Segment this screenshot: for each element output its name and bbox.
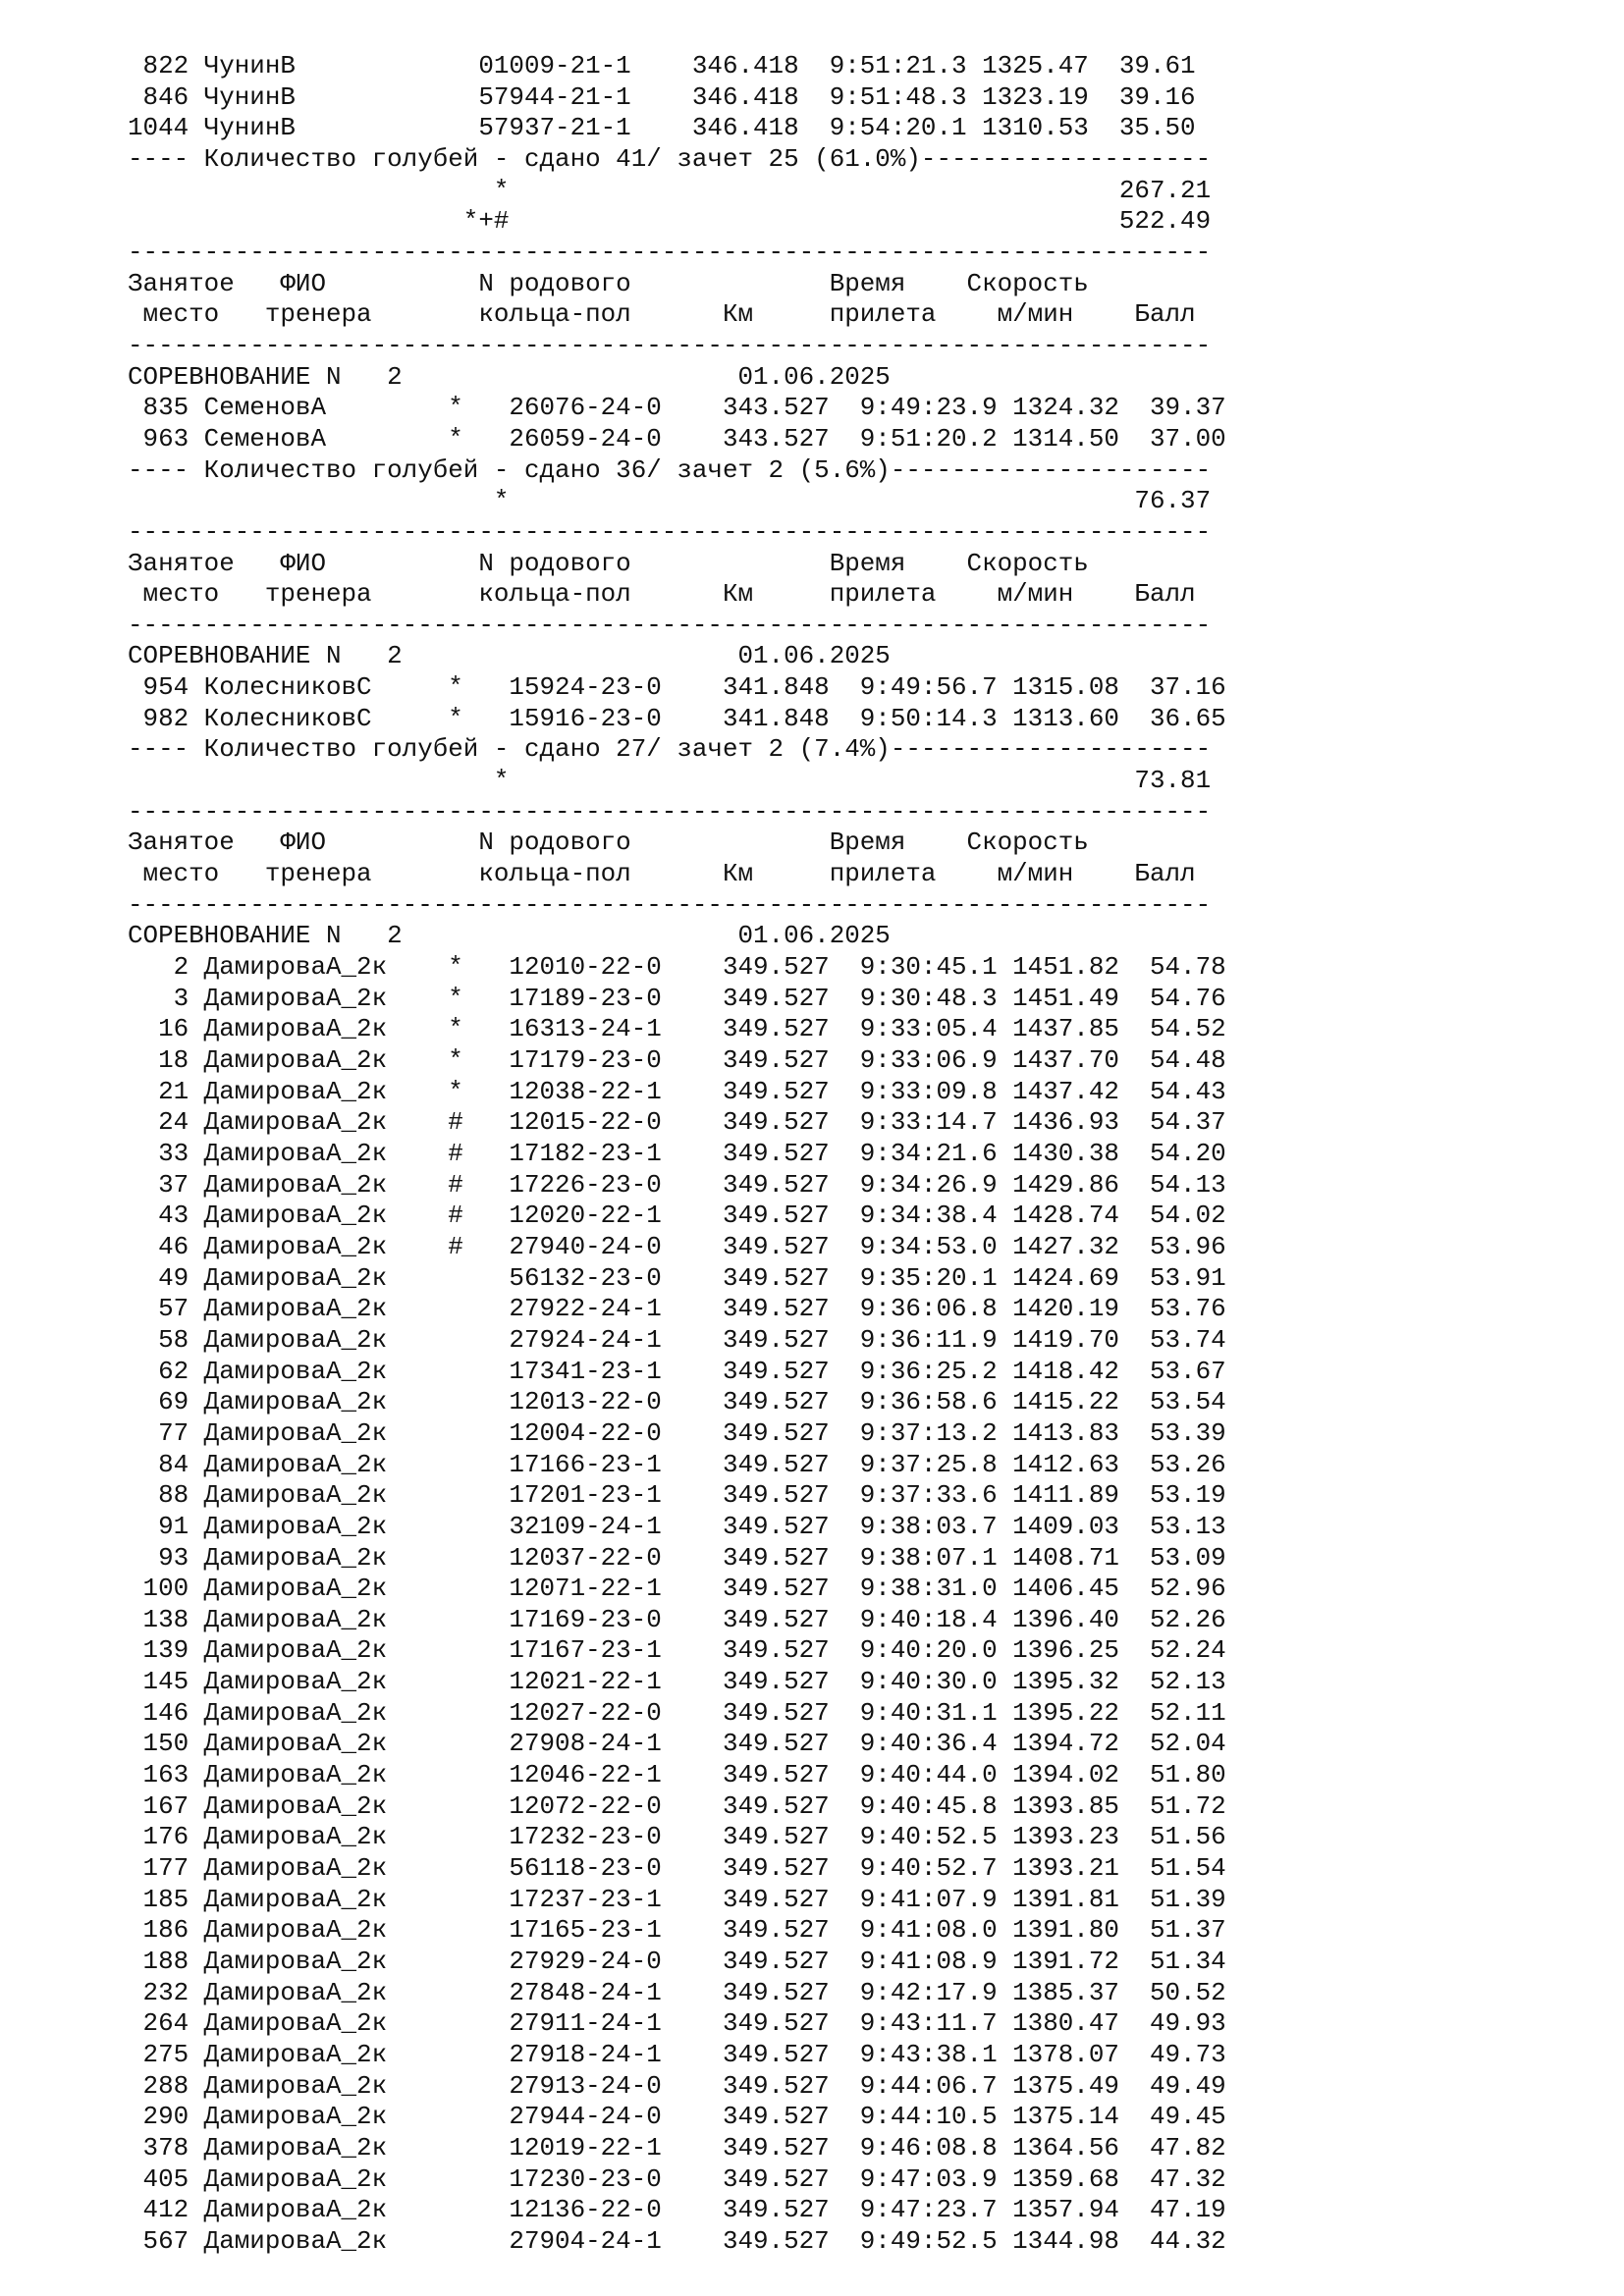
report-line: ----------------------------------------------------------------------- (128, 237, 1212, 267)
report-line: 185 ДамироваА_2к 17237-23-1 349.527 9:41:07.9 1391.81 51.39 (128, 1884, 1226, 1914)
report-line: 93 ДамироваА_2к 12037-22-0 349.527 9:38:07.1 1408.71 53.09 (128, 1542, 1226, 1573)
report-line: 146 ДамироваА_2к 12027-22-0 349.527 9:40:31.1 1395.22 52.11 (128, 1697, 1226, 1728)
report-line: 954 КолесниковС * 15924-23-0 341.848 9:49:56.7 1315.08 37.16 (128, 672, 1226, 703)
report-line: 91 ДамироваА_2к 32109-24-1 349.527 9:38:03.7 1409.03 53.13 (128, 1511, 1226, 1541)
report-line: 18 ДамироваА_2к * 17179-23-0 349.527 9:33:06.9 1437.70 54.48 (128, 1045, 1226, 1075)
report-line: 33 ДамироваА_2к # 17182-23-1 349.527 9:34:21.6 1430.38 54.20 (128, 1138, 1226, 1168)
report-line: 138 ДамироваА_2к 17169-23-0 349.527 9:40:18.4 1396.40 52.26 (128, 1604, 1226, 1634)
report-line: ---- Количество голубей - сдано 41/ зачет 25 (61.0%)------------------- (128, 143, 1212, 174)
report-line: Занятое ФИО N родового Время Скорость (128, 828, 1089, 858)
report-line: 232 ДамироваА_2к 27848-24-1 349.527 9:42:17.9 1385.37 50.52 (128, 1977, 1226, 2007)
report-line: 3 ДамироваА_2к * 17189-23-0 349.527 9:30:48.3 1451.49 54.76 (128, 983, 1226, 1013)
report-line: СОРЕВНОВАНИЕ N 2 01.06.2025 (128, 921, 891, 951)
report-line: 46 ДамироваА_2к # 27940-24-0 349.527 9:34:53.0 1427.32 53.96 (128, 1231, 1226, 1261)
report-line: 100 ДамироваА_2к 12071-22-1 349.527 9:38:31.0 1406.45 52.96 (128, 1574, 1226, 1604)
report-line: 49 ДамироваА_2к 56132-23-0 349.527 9:35:20.1 1424.69 53.91 (128, 1262, 1226, 1293)
report-line: место тренера кольца-пол Км прилета м/мин Балл (128, 579, 1196, 610)
report-line: 963 СеменовА * 26059-24-0 343.527 9:51:20.2 1314.50 37.00 (128, 423, 1226, 454)
report-line: 288 ДамироваА_2к 27913-24-0 349.527 9:44:06.7 1375.49 49.49 (128, 2070, 1226, 2101)
report-line: ----------------------------------------------------------------------- (128, 889, 1212, 920)
report-line: *+# 522.49 (128, 206, 1212, 237)
report-line: 177 ДамироваА_2к 56118-23-0 349.527 9:40:52.7 1393.21 51.54 (128, 1853, 1226, 1884)
report-line: 163 ДамироваА_2к 12046-22-1 349.527 9:40:44.0 1394.02 51.80 (128, 1760, 1226, 1790)
report-line: 186 ДамироваА_2к 17165-23-1 349.527 9:41:08.0 1391.80 51.37 (128, 1915, 1226, 1946)
report-line: ----------------------------------------------------------------------- (128, 330, 1212, 360)
report-line: ----------------------------------------------------------------------- (128, 610, 1212, 640)
report-line: 62 ДамироваА_2к 17341-23-1 349.527 9:36:25.2 1418.42 53.67 (128, 1356, 1226, 1386)
report-line: 37 ДамироваА_2к # 17226-23-0 349.527 9:34:26.9 1429.86 54.13 (128, 1169, 1226, 1200)
report-line: 167 ДамироваА_2к 12072-22-0 349.527 9:40:45.8 1393.85 51.72 (128, 1790, 1226, 1821)
report-line: Занятое ФИО N родового Время Скорость (128, 548, 1089, 578)
report-line: место тренера кольца-пол Км прилета м/мин Балл (128, 299, 1196, 330)
report-line: Занятое ФИО N родового Время Скорость (128, 268, 1089, 298)
report-line: 982 КолесниковС * 15916-23-0 341.848 9:50:14.3 1313.60 36.65 (128, 703, 1226, 733)
report-line: 43 ДамироваА_2к # 12020-22-1 349.527 9:34:38.4 1428.74 54.02 (128, 1201, 1226, 1231)
report-line: 378 ДамироваА_2к 12019-22-1 349.527 9:46:08.8 1364.56 47.82 (128, 2132, 1226, 2163)
report-line: 77 ДамироваА_2к 12004-22-0 349.527 9:37:13.2 1413.83 53.39 (128, 1417, 1226, 1448)
report-line: 567 ДамироваА_2к 27904-24-1 349.527 9:49:52.5 1344.98 44.32 (128, 2225, 1226, 2256)
report-line: 290 ДамироваА_2к 27944-24-0 349.527 9:44:10.5 1375.14 49.45 (128, 2102, 1226, 2132)
report-line: 405 ДамироваА_2к 17230-23-0 349.527 9:47:03.9 1359.68 47.32 (128, 2163, 1226, 2194)
report-line: 88 ДамироваА_2к 17201-23-1 349.527 9:37:33.6 1411.89 53.19 (128, 1480, 1226, 1511)
report-line (128, 2258, 1502, 2289)
report-line: 822 ЧунинВ 01009-21-1 346.418 9:51:21.3 1325.47 39.61 (128, 51, 1196, 80)
report-line: 57 ДамироваА_2к 27922-24-1 349.527 9:36:06.8 1420.19 53.76 (128, 1294, 1226, 1324)
report-line: * 73.81 (128, 766, 1212, 796)
report-line: 412 ДамироваА_2к 12136-22-0 349.527 9:47:23.7 1357.94 47.19 (128, 2195, 1226, 2225)
report-line: 24 ДамироваА_2к # 12015-22-0 349.527 9:33:14.7 1436.93 54.37 (128, 1107, 1226, 1138)
report-line: 139 ДамироваА_2к 17167-23-1 349.527 9:40:20.0 1396.25 52.24 (128, 1635, 1226, 1666)
report-line: 2 ДамироваА_2к * 12010-22-0 349.527 9:30:45.1 1451.82 54.78 (128, 952, 1226, 983)
report-line: ---- Количество голубей - сдано 36/ зачет 2 (5.6%)--------------------- (128, 454, 1212, 485)
report-line: 1044 ЧунинВ 57937-21-1 346.418 9:54:20.1 1310.53 35.50 (128, 113, 1196, 143)
report-line: 16 ДамироваА_2к * 16313-24-1 349.527 9:33:05.4 1437.85 54.52 (128, 1014, 1226, 1044)
report-line: 21 ДамироваА_2к * 12038-22-1 349.527 9:33:09.8 1437.42 54.43 (128, 1076, 1226, 1106)
report-line: место тренера кольца-пол Км прилета м/мин Балл (128, 859, 1196, 889)
report-line: 264 ДамироваА_2к 27911-24-1 349.527 9:43:11.7 1380.47 49.93 (128, 2008, 1226, 2039)
report-line: ---- Количество голубей - сдано 27/ зачет 2 (7.4%)--------------------- (128, 734, 1212, 765)
report-line: 275 ДамироваА_2к 27918-24-1 349.527 9:43:38.1 1378.07 49.73 (128, 2040, 1226, 2069)
report-line: 176 ДамироваА_2к 17232-23-0 349.527 9:40:52.5 1393.23 51.56 (128, 1822, 1226, 1852)
report-line: 84 ДамироваА_2к 17166-23-1 349.527 9:37:25.8 1412.63 53.26 (128, 1449, 1226, 1479)
report-line: 150 ДамироваА_2к 27908-24-1 349.527 9:40:36.4 1394.72 52.04 (128, 1729, 1226, 1759)
report-line: СОРЕВНОВАНИЕ N 2 01.06.2025 (128, 641, 891, 671)
report-line: * 267.21 (128, 175, 1212, 205)
report-line: * 76.37 (128, 486, 1212, 516)
report-line: ----------------------------------------------------------------------- (128, 796, 1212, 827)
report-line: 69 ДамироваА_2к 12013-22-0 349.527 9:36:58.6 1415.22 53.54 (128, 1387, 1226, 1417)
report-line: ----------------------------------------------------------------------- (128, 516, 1212, 547)
report-line: 58 ДамироваА_2к 27924-24-1 349.527 9:36:11.9 1419.70 53.74 (128, 1324, 1226, 1355)
report-line: 835 СеменовА * 26076-24-0 343.527 9:49:23.9 1324.32 39.37 (128, 393, 1226, 423)
report-line: 145 ДамироваА_2к 12021-22-1 349.527 9:40:30.0 1395.32 52.13 (128, 1667, 1226, 1697)
report-line: СОРЕВНОВАНИЕ N 2 01.06.2025 (128, 361, 891, 392)
report-page (128, 51, 1502, 2288)
report-line: 846 ЧунинВ 57944-21-1 346.418 9:51:48.3 1323.19 39.16 (128, 81, 1196, 112)
report-line: 188 ДамироваА_2к 27929-24-0 349.527 9:41:08.9 1391.72 51.34 (128, 1947, 1226, 1977)
